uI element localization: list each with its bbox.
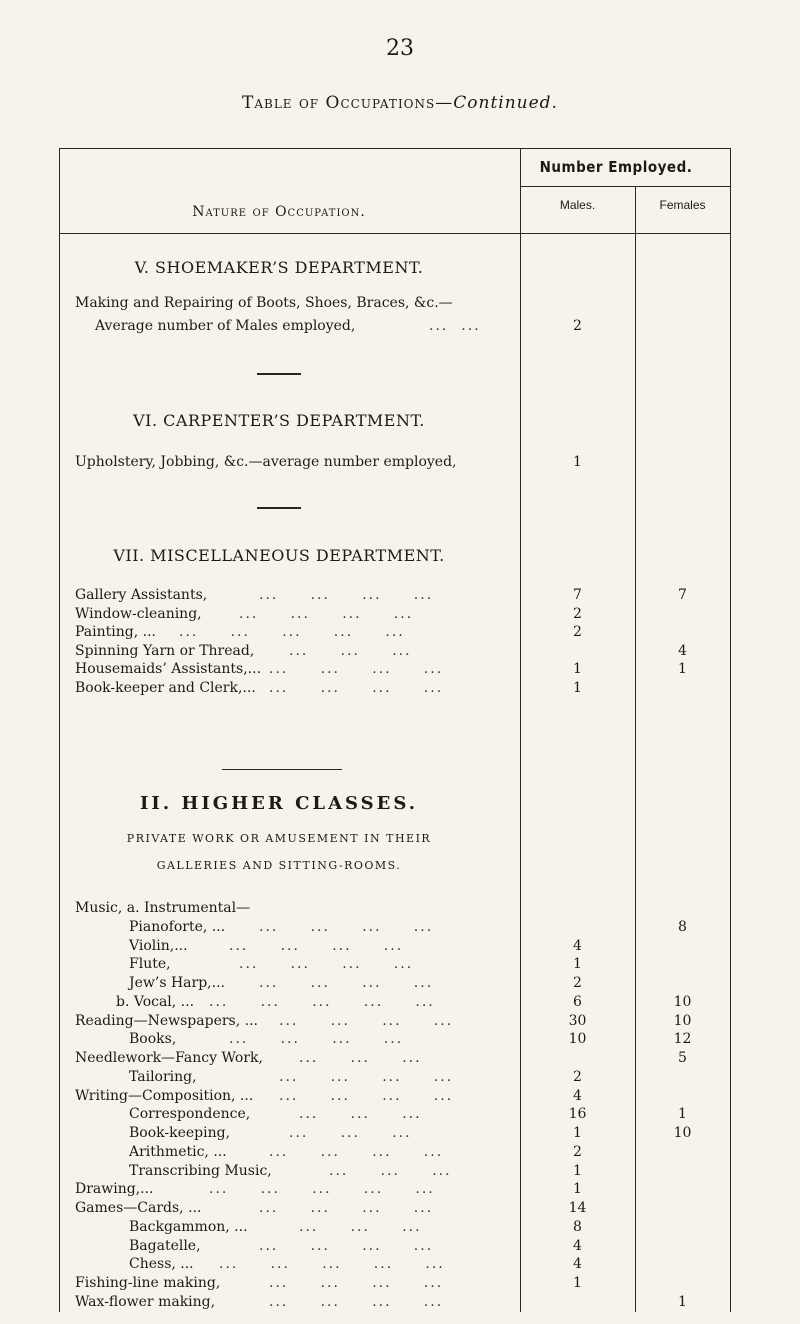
header-bottom-border xyxy=(59,233,731,234)
header-females: Females xyxy=(659,198,706,212)
females-value: 5 xyxy=(678,1050,687,1066)
section-divider xyxy=(257,507,301,509)
females-value: 12 xyxy=(673,1031,692,1048)
males-value: 1 xyxy=(573,1275,582,1291)
leader-dots: ... ... ... ... xyxy=(269,661,444,678)
males-value: 4 xyxy=(573,1087,582,1104)
leader-dots: ... ... xyxy=(429,318,481,334)
table-left-border xyxy=(59,148,60,1312)
row-label: Wax-flower making, xyxy=(75,1293,216,1310)
number-header-divider xyxy=(520,186,731,187)
males-value: 1 xyxy=(573,680,582,696)
row-label: Drawing,... xyxy=(75,1181,154,1198)
females-value: 7 xyxy=(678,587,687,603)
males-value: 1 xyxy=(573,454,582,470)
males-value: 30 xyxy=(568,1012,587,1029)
males-value: 6 xyxy=(573,993,582,1010)
header-nature: Nature of Occupation. xyxy=(192,204,366,220)
leader-dots: ... ... ... ... xyxy=(269,1143,444,1160)
leader-dots: ... ... ... ... xyxy=(239,956,414,973)
leader-dots: ... ... ... ... xyxy=(269,680,444,696)
females-value: 1 xyxy=(678,661,687,678)
females-value: 8 xyxy=(678,918,687,935)
leader-dots: ... ... ... ... xyxy=(269,1275,444,1291)
row-label: Jew’s Harp,... xyxy=(129,975,225,991)
row-label: Upholstery, Jobbing, &c.—average number employed, xyxy=(75,454,457,470)
males-value: 16 xyxy=(568,1106,587,1123)
leader-dots: ... ... ... ... xyxy=(269,1293,444,1310)
section-ii-subheading-1: PRIVATE WORK OR AMUSEMENT IN THEIR xyxy=(126,832,432,845)
leader-dots: ... ... ... ... ... xyxy=(209,1181,435,1198)
males-value: 2 xyxy=(573,1068,582,1085)
row-label: Transcribing Music, xyxy=(129,1162,272,1179)
males-value: 2 xyxy=(573,624,582,641)
males-value: 1 xyxy=(573,956,582,973)
section-divider xyxy=(257,373,301,375)
row-label: Needlework—Fancy Work, xyxy=(75,1050,263,1066)
row-label: Painting, ... xyxy=(75,624,156,641)
row-label: Spinning Yarn or Thread, xyxy=(75,642,255,659)
males-value: 2 xyxy=(573,318,582,334)
leader-dots: ... ... ... ... xyxy=(259,587,434,603)
row-label: Bagatelle, xyxy=(129,1237,201,1254)
males-value: 4 xyxy=(573,1237,582,1254)
row-label: Book-keeper and Clerk,... xyxy=(75,680,256,696)
section-vi-heading: VI. CARPENTER’S DEPARTMENT. xyxy=(133,411,425,430)
females-value: 4 xyxy=(678,642,687,659)
males-value: 2 xyxy=(573,1143,582,1160)
row-label: b. Vocal, ... xyxy=(116,993,195,1010)
header-number-employed: Number Employed. xyxy=(539,158,693,176)
males-value: 1 xyxy=(573,1162,582,1179)
row-label: Music, a. Instrumental— xyxy=(75,900,251,916)
section-vii-heading: VII. MISCELLANEOUS DEPARTMENT. xyxy=(113,546,445,565)
leader-dots: ... ... ... ... xyxy=(229,1031,404,1048)
leader-dots: ... ... ... ... xyxy=(239,605,414,622)
title-main: Table of Occupations xyxy=(242,93,436,113)
table-right-border xyxy=(730,148,731,1312)
males-value: 2 xyxy=(573,605,582,622)
row-label: Tailoring, xyxy=(129,1068,197,1085)
row-label: Book-keeping, xyxy=(129,1125,231,1141)
header-males: Males. xyxy=(559,198,596,212)
occupations-table xyxy=(59,148,794,1312)
leader-dots: ... ... ... ... xyxy=(259,1200,434,1216)
leader-dots: ... ... ... ... xyxy=(259,1237,434,1254)
females-column-left-border xyxy=(635,186,636,1312)
leader-dots: ... ... ... xyxy=(329,1162,452,1179)
leader-dots: ... ... ... ... ... xyxy=(219,1256,445,1273)
leader-dots: ... ... ... xyxy=(299,1050,422,1066)
males-value: 1 xyxy=(573,661,582,678)
leader-dots: ... ... ... ... xyxy=(259,975,434,991)
females-value: 10 xyxy=(673,1012,692,1029)
row-label: Flute, xyxy=(129,956,171,973)
row-label: Games—Cards, ... xyxy=(75,1200,202,1216)
section-ii-subheading-2: GALLERIES AND SITTING-ROOMS. xyxy=(156,859,402,872)
row-label: Arithmetic, ... xyxy=(129,1143,227,1160)
females-value: 1 xyxy=(678,1293,687,1310)
page-number: 23 xyxy=(386,36,414,61)
leader-dots: ... ... ... ... xyxy=(259,918,434,935)
section-divider xyxy=(222,769,342,770)
females-value: 10 xyxy=(673,993,692,1010)
row-label: Backgammon, ... xyxy=(129,1218,248,1235)
males-value: 2 xyxy=(573,975,582,991)
leader-dots: ... ... ... ... xyxy=(229,937,404,954)
leader-dots: ... ... ... ... xyxy=(279,1012,454,1029)
row-label: Window-cleaning, xyxy=(75,605,202,622)
leader-dots: ... ... ... xyxy=(289,1125,412,1141)
females-value: 10 xyxy=(673,1125,692,1141)
section-ii-heading: II. HIGHER CLASSES. xyxy=(139,793,419,814)
males-value: 8 xyxy=(573,1218,582,1235)
leader-dots: ... ... ... xyxy=(299,1218,422,1235)
males-value: 7 xyxy=(573,587,582,603)
row-label: Chess, ... xyxy=(129,1256,194,1273)
row-label: Gallery Assistants, xyxy=(75,587,208,603)
row-label: Reading—Newspapers, ... xyxy=(75,1012,258,1029)
title-dash: — xyxy=(435,93,454,113)
row-label: Housemaids’ Assistants,... xyxy=(75,661,262,678)
leader-dots: ... ... ... ... xyxy=(279,1068,454,1085)
leader-dots: ... ... ... ... ... xyxy=(209,993,435,1010)
row-label: Making and Repairing of Boots, Shoes, Braces, &c.— xyxy=(75,295,453,311)
row-label: Books, xyxy=(129,1031,177,1048)
table-title xyxy=(0,93,800,113)
row-label: Violin,... xyxy=(129,937,188,954)
males-value: 14 xyxy=(568,1200,587,1216)
males-value: 4 xyxy=(573,937,582,954)
title-suffix: Continued. xyxy=(453,93,558,113)
row-label: Pianoforte, ... xyxy=(129,918,226,935)
leader-dots: ... ... ... ... ... xyxy=(179,624,405,641)
row-label: Correspondence, xyxy=(129,1106,251,1123)
row-label: Average number of Males employed, xyxy=(95,318,356,334)
row-label: Fishing-line making, xyxy=(75,1275,221,1291)
section-v-heading: V. SHOEMAKER’S DEPARTMENT. xyxy=(134,258,424,277)
table-top-border xyxy=(59,148,731,149)
females-value: 1 xyxy=(678,1106,687,1123)
leader-dots: ... ... ... ... xyxy=(279,1087,454,1104)
males-value: 4 xyxy=(573,1256,582,1273)
males-value: 1 xyxy=(573,1181,582,1198)
males-value: 1 xyxy=(573,1125,582,1141)
leader-dots: ... ... ... xyxy=(289,642,412,659)
males-value: 10 xyxy=(568,1031,587,1048)
leader-dots: ... ... ... xyxy=(299,1106,422,1123)
row-label: Writing—Composition, ... xyxy=(75,1087,254,1104)
